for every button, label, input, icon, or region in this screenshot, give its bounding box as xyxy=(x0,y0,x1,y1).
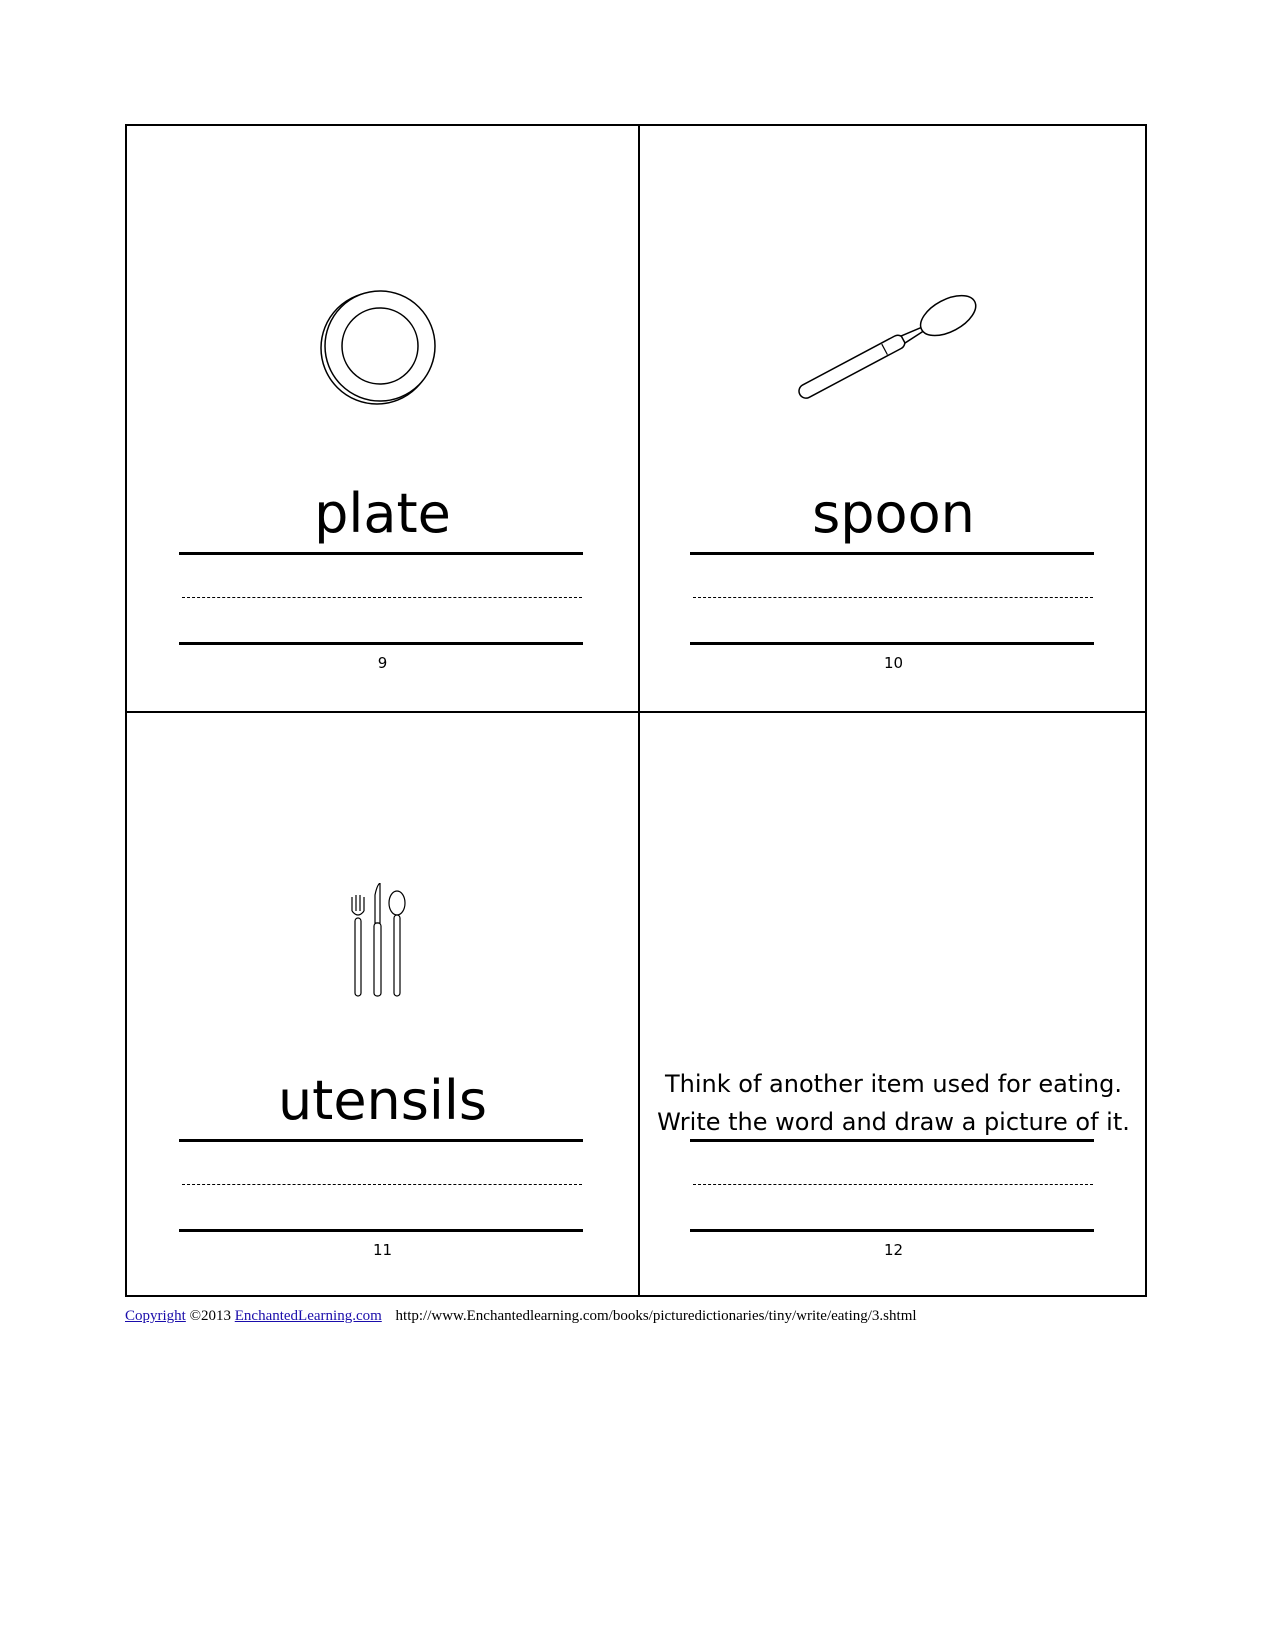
site-link[interactable]: EnchantedLearning.com xyxy=(234,1308,382,1324)
baseline-solid xyxy=(179,1139,583,1142)
word-label: utensils xyxy=(277,1069,488,1132)
panel-spoon xyxy=(638,126,1149,711)
copyright-year: ©2013 xyxy=(189,1308,231,1324)
bottomline-solid xyxy=(690,642,1094,645)
instruction-line-2: Write the word and draw a picture of it. xyxy=(657,1108,1130,1136)
baseline-solid xyxy=(179,552,583,555)
bottomline-solid xyxy=(179,642,583,645)
panel-write-your-own xyxy=(638,713,1149,1297)
footer xyxy=(125,1307,917,1325)
page-number: 11 xyxy=(372,1241,393,1259)
midline-dashed xyxy=(182,597,582,598)
bottomline-solid xyxy=(179,1229,583,1232)
page-url: http://www.Enchantedlearning.com/books/picturedictionaries/tiny/write/eating/3.shtml xyxy=(395,1308,917,1324)
word-label: plate xyxy=(314,482,451,545)
panel-utensils xyxy=(127,713,638,1298)
mini-book-sheet xyxy=(125,124,1147,1297)
page-number: 10 xyxy=(883,654,904,672)
copyright-link[interactable]: Copyright xyxy=(125,1308,186,1324)
utensils-icon xyxy=(350,883,408,998)
midline-dashed xyxy=(693,597,1093,598)
plate-icon xyxy=(317,286,442,411)
page-number: 12 xyxy=(883,1241,904,1259)
midline-dashed xyxy=(693,1184,1093,1185)
spoon-icon xyxy=(788,286,998,406)
bottomline-solid xyxy=(690,1229,1094,1232)
panel-plate xyxy=(127,126,638,711)
instruction-line-1: Think of another item used for eating. xyxy=(665,1070,1122,1098)
word-label: spoon xyxy=(812,482,975,545)
page-number: 9 xyxy=(377,654,388,672)
midline-dashed xyxy=(182,1184,582,1185)
baseline-solid xyxy=(690,552,1094,555)
baseline-solid xyxy=(690,1139,1094,1142)
